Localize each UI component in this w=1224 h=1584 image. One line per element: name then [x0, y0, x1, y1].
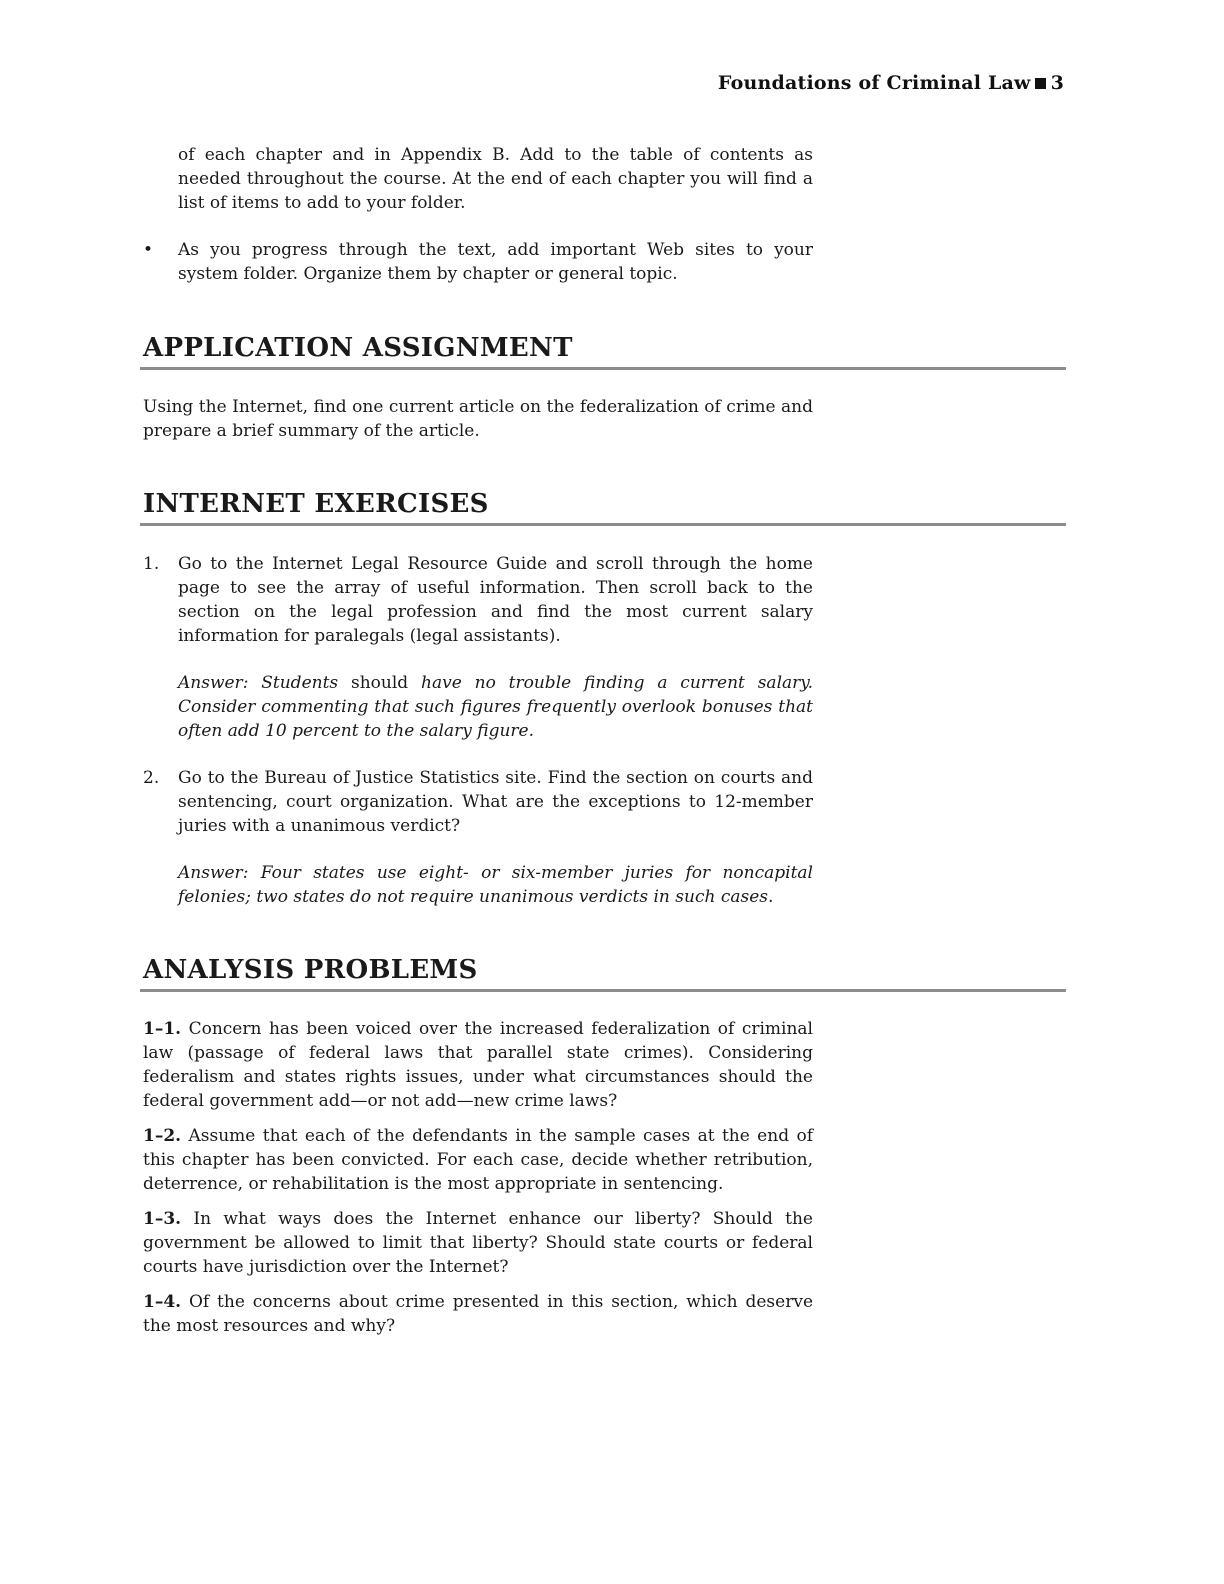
problem-text: Of the concerns about crime presented in this section, which deserve the most resources and why?	[143, 1292, 814, 1336]
intro-section	[143, 143, 813, 286]
problem-item-4	[143, 1290, 813, 1338]
problem-text: Concern has been voiced over the increased federalization of criminal law (passage of federal laws that parallel state crimes). Considering federalism and states rights issues, under what circumstances should the federal government add—or not add—new crime laws?	[143, 1019, 813, 1111]
answer-lead: Answer: Students	[178, 673, 339, 693]
continued-paragraph: of each chapter and in Appendix B. Add to the table of contents as needed throughout the course. At the end of each chapter you will find a list of items to add to your folder.	[178, 145, 813, 213]
square-bullet-icon	[1035, 78, 1046, 89]
heading-analysis-problems: ANALYSIS PROBLEMS	[143, 955, 478, 985]
problem-label: 1–2.	[143, 1126, 182, 1146]
application-assignment-text	[143, 395, 813, 443]
page-number: 3	[1050, 72, 1064, 94]
problem-label: 1–4.	[143, 1292, 182, 1312]
exercise-item-2	[143, 766, 813, 838]
analysis-problems-list	[143, 1017, 813, 1338]
heading-application-assignment: APPLICATION ASSIGNMENT	[143, 333, 573, 363]
bullet-text: As you progress through the text, add important Web sites to your system folder. Organize them by chapter or general topic.	[178, 240, 813, 284]
exercise-text: Go to the Internet Legal Resource Guide and scroll through the home page to see the array of useful information. Then scroll back to the section on the legal profession and find the most current salary information for paralegals (legal assistants).	[178, 554, 813, 646]
problem-item-3	[143, 1207, 813, 1279]
problem-text: In what ways does the Internet enhance our liberty? Should the government be allowed to limit that liberty? Should state courts or federal courts have jurisdiction over the Internet?	[143, 1209, 813, 1277]
exercise-answer-2: Answer: Four states use eight- or six-member juries for noncapital felonies; two states do not require unanimous verdicts in such cases.	[178, 863, 813, 907]
assignment-paragraph: Using the Internet, find one current article on the federalization of crime and prepare a brief summary of the article.	[143, 397, 813, 441]
heading-rule	[140, 989, 1066, 992]
bullet-item	[143, 238, 813, 286]
running-head	[718, 72, 1064, 94]
heading-rule	[140, 523, 1066, 526]
bullet-icon: •	[143, 240, 154, 260]
problem-label: 1–1.	[143, 1019, 182, 1039]
heading-rule	[140, 367, 1066, 370]
problem-label: 1–3.	[143, 1209, 182, 1229]
exercise-text: Go to the Bureau of Justice Statistics site. Find the section on courts and sentencing, court organization. What are the exceptions to 12-member juries with a unanimous verdict?	[178, 768, 813, 836]
exercise-number: 2.	[143, 768, 160, 788]
answer-plain-word: should	[351, 673, 409, 693]
heading-internet-exercises: INTERNET EXERCISES	[143, 489, 489, 519]
exercise-answer-1	[143, 671, 813, 743]
problem-item-1	[143, 1017, 813, 1113]
answer-rest: have no trouble finding a current salary. Consider commenting that such figures frequently overlook bonuses that often add 10 percent to the salary figure.	[178, 673, 814, 741]
problem-item-2	[143, 1124, 813, 1196]
problem-text: Assume that each of the defendants in the sample cases at the end of this chapter has been convicted. For each case, decide whether retribution, deterrence, or rehabilitation is the most appropriate in sentencing.	[143, 1126, 813, 1194]
internet-exercises-list	[143, 552, 813, 909]
exercise-number: 1.	[143, 554, 160, 574]
running-head-title: Foundations of Criminal Law	[717, 72, 1031, 94]
exercise-item-1	[143, 552, 813, 648]
